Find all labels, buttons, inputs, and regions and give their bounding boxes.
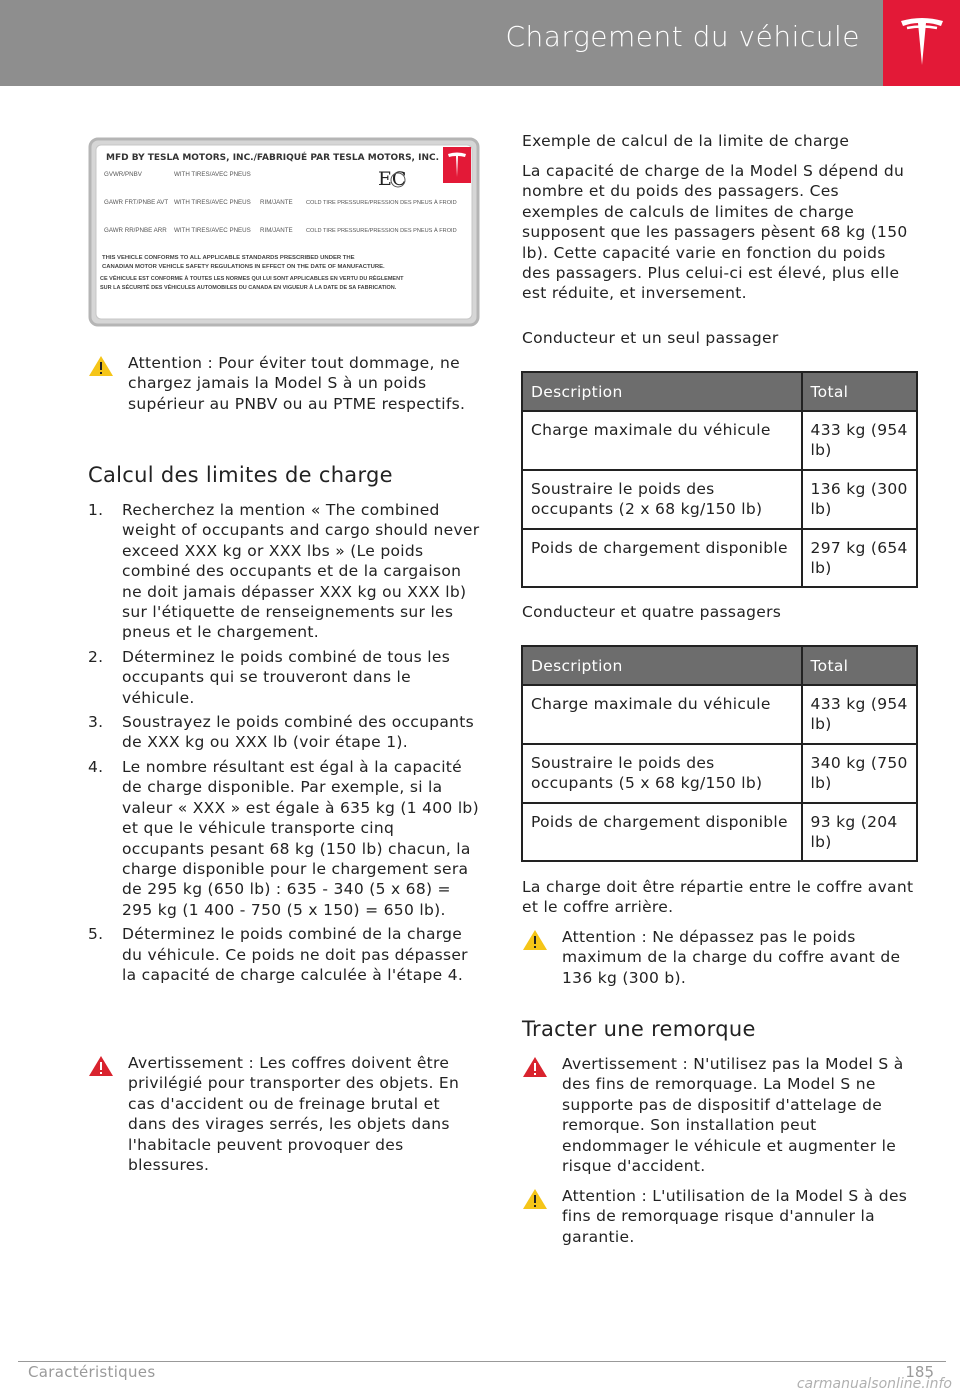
section-title-towing: Tracter une remorque (522, 1017, 756, 1041)
caution-warranty-text: Attention : L'utilisation de la Model S à des fins de remorquage risque d'annuler la garantie. (562, 1187, 908, 1246)
caution-icon (522, 929, 548, 951)
caution-warranty (522, 1186, 918, 1247)
table-row: Charge maximale du véhicule 433 kg (954 lb) (522, 685, 917, 744)
warning-towing (522, 1054, 918, 1176)
label-stmt-en-2: CANADIAN MOTOR VEHICLE SAFETY REGULATIONS IN EFFECT ON THE DATE OF MANUFACTURE. (102, 264, 385, 270)
section-title-load-limit: Calcul des limites de charge (88, 463, 393, 487)
label-stmt-fr-1: CE VÉHICULE EST CONFORME À TOUTES LES NORMES QUI LUI SONT APPLICABLES EN VERTU DU RÈGLEMENT (100, 276, 404, 282)
case2-title: Conducteur et quatre passagers (522, 603, 782, 621)
list-item: 2. Déterminez le poids combiné de tous les occupants qui se trouveront dans le véhicule. (88, 647, 451, 707)
label-row2-a: GAWR FRT/PNBE AVT (104, 199, 169, 206)
load-table-four-passengers (521, 645, 918, 862)
label-row3-c: RIM/JANTE (260, 227, 293, 234)
table-header-description: Description (522, 646, 802, 685)
label-row2-b: WITH TIRES/AVEC PNEUS (174, 199, 251, 206)
tire-loading-label-image (88, 137, 480, 327)
table-row: Soustraire le poids des occupants (5 x 68 kg/150 lb) 340 kg (750 lb) (522, 744, 917, 803)
label-title: MFD BY TESLA MOTORS, INC./FABRIQUÉ PAR TESLA MOTORS, INC. (106, 153, 440, 163)
caution-icon (88, 355, 114, 377)
label-row1-a: GVWR/PNBV (104, 171, 142, 178)
caution-overload (88, 353, 480, 414)
table-header-total: Total (802, 372, 917, 411)
label-row3-d: COLD TIRE PRESSURE/PRESSION DES PNEUS À FROID (306, 228, 457, 234)
page-number: 185 (905, 1363, 934, 1381)
table-row: Poids de chargement disponible 297 kg (654 lb) (522, 529, 917, 588)
tesla-logo-icon (899, 17, 945, 69)
footer-section: Caractéristiques (28, 1363, 156, 1381)
footer-divider (18, 1361, 946, 1362)
tesla-logo (883, 0, 960, 86)
example-title: Exemple de calcul de la limite de charge (522, 132, 850, 150)
label-stmt-fr-2: SUR LA SÉCURITÉ DES VÉHICULES AUTOMOBILES DU CANADA EN VIGUEUR À LA DATE DE SA FABRICATION. (100, 285, 397, 291)
distribution-note: La charge doit être répartie entre le coffre avant et le coffre arrière. (522, 878, 914, 917)
warning-towing-text: Avertissement : N'utilisez pas la Model S à des fins de remorquage. La Model S ne supporte pas de dispositif d'attelage de remorque. Son installation peut endommager le véhicule et augmenter le risque d'accident. (562, 1055, 904, 1176)
warning-icon (522, 1056, 548, 1078)
label-mark: EC (378, 168, 407, 190)
label-stmt-en-1: THIS VEHICLE CONFORMS TO ALL APPLICABLE STANDARDS PRESCRIBED UNDER THE (102, 255, 355, 261)
label-row2-c: RIM/JANTE (260, 199, 293, 206)
page-header (0, 0, 960, 86)
load-limit-steps (88, 500, 481, 989)
caution-overload-text: Attention : Pour éviter tout dommage, ne chargez jamais la Model S à un poids supérieur au PNBV ou au PTME respectifs. (128, 354, 466, 413)
warning-cargo-text: Avertissement : Les coffres doivent être privilégié pour transporter des objets. En cas d'accident ou de freinage brutal et dans des virages serrés, les objets dans l'habitacle peuvent provoquer des blessures. (128, 1054, 460, 1175)
label-row3-a: GAWR RR/PNBE ARR (104, 227, 167, 234)
list-item: 4. Le nombre résultant est égal à la capacité de charge disponible. Par exemple, si la valeur « XXX » est égale à 635 kg (1 400 lb) et que le véhicule transporte cinq occupants pesant 68 kg (150 lb) chacun, la charge disponible pour le chargement sera de 295 kg (650 lb) : 635 - 340 (5 x 68) = 295 kg (1 400 - 750 (5 x 150) = 650 lb). (88, 757, 479, 919)
watermark: carmanualsonline.info (796, 1376, 952, 1392)
warning-icon (88, 1055, 114, 1077)
load-table-one-passenger (521, 371, 918, 588)
label-row3-b: WITH TIRES/AVEC PNEUS (174, 227, 251, 234)
caution-front-trunk (522, 927, 918, 988)
table-row: Poids de chargement disponible 93 kg (204 lb) (522, 803, 917, 862)
label-row2-d: COLD TIRE PRESSURE/PRESSION DES PNEUS À FROID (306, 200, 457, 206)
page-title: Chargement du véhicule (505, 20, 860, 53)
example-intro: La capacité de charge de la Model S dépend du nombre et du poids des passagers. Ces exemples de calculs de limites de charge supposent que les passagers pèsent 68 kg (150 lb). Cette capacité varie en fonction du poids des passagers. Plus celui-ci est élevé, plus elle est réduite, et inversement. (522, 162, 908, 303)
table-header-total: Total (802, 646, 917, 685)
table-row: Charge maximale du véhicule 433 kg (954 lb) (522, 411, 917, 470)
caution-front-trunk-text: Attention : Ne dépassez pas le poids maximum de la charge du coffre avant de 136 kg (300 b). (562, 928, 901, 987)
table-row: Soustraire le poids des occupants (2 x 68 kg/150 lb) 136 kg (300 lb) (522, 470, 917, 529)
list-item: 1. Recherchez la mention « The combined weight of occupants and cargo should never exceed XXX kg or XXX lbs » (Le poids combiné des occupants et de la cargaison ne doit jamais dépasser XXX kg ou XXX lb) sur l'étiquette de renseignements sur les pneus et le chargement. (88, 501, 480, 642)
list-item: 3. Soustrayez le poids combiné des occupants de XXX kg ou XXX lb (voir étape 1). (88, 713, 475, 752)
list-item: 5. Déterminez le poids combiné de la charge du véhicule. Ce poids ne doit pas dépasser la capacité de charge calculée à l'étape 4. (88, 925, 468, 984)
caution-icon (522, 1188, 548, 1210)
warning-cargo (88, 1053, 480, 1175)
table-header-description: Description (522, 372, 802, 411)
label-row1-b: WITH TIRES/AVEC PNEUS (174, 171, 251, 178)
case1-title: Conducteur et un seul passager (522, 329, 779, 347)
